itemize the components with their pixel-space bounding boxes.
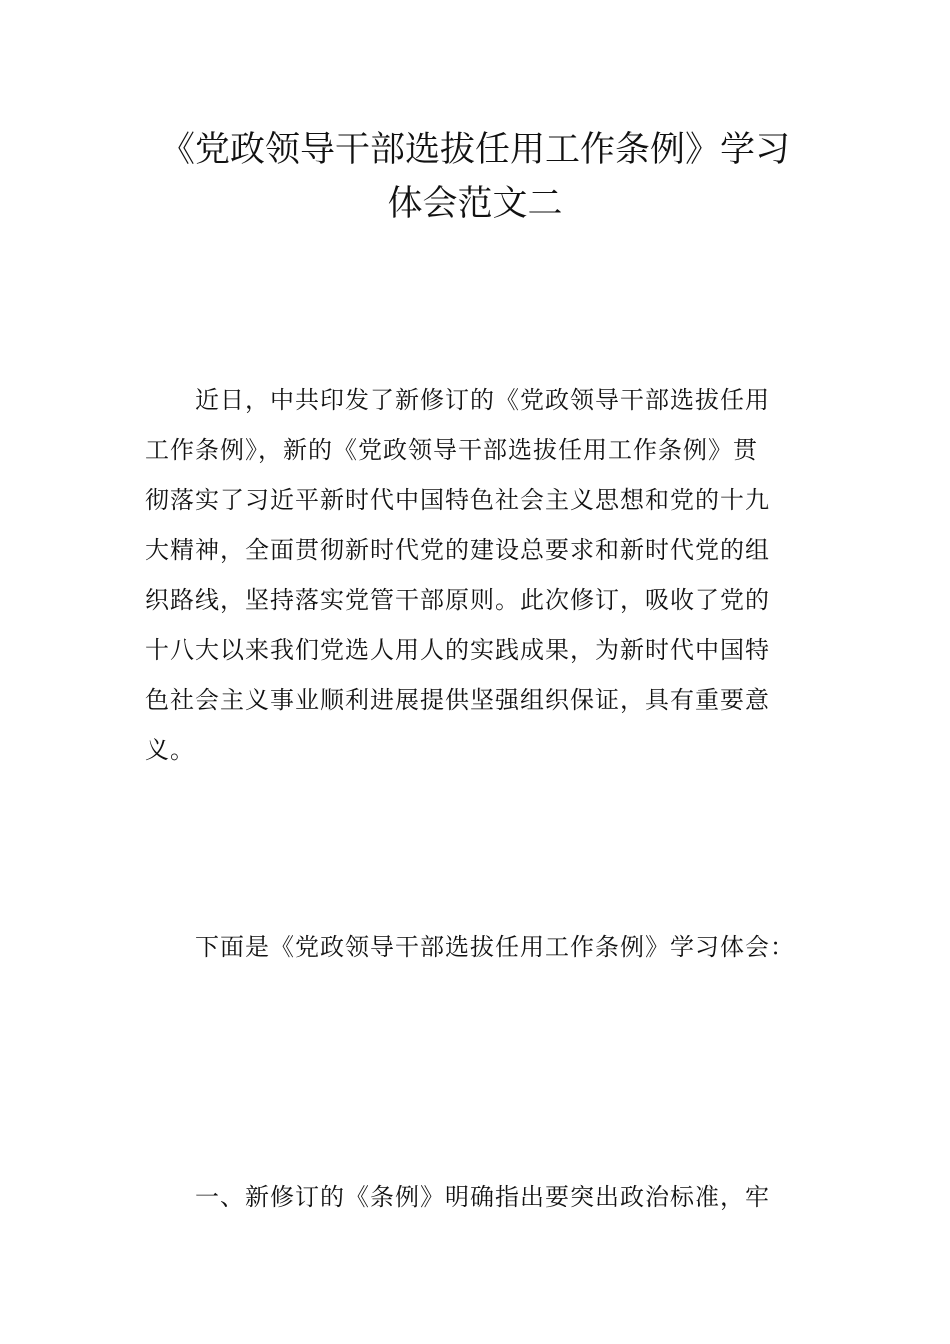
paragraph-line: 工作条例》，新的《党政领导干部选拔任用工作条例》贯 <box>145 436 758 464</box>
paragraph-line: 织路线，坚持落实党管干部原则。此次修订，吸收了党的 <box>145 586 770 614</box>
paragraph-line: 义。 <box>145 736 195 764</box>
intro-paragraph <box>145 375 807 775</box>
paragraph-line: 彻落实了习近平新时代中国特色社会主义思想和党的十九 <box>145 486 770 514</box>
document-title-line-1: 《党政领导干部选拔任用工作条例》学习 <box>159 130 790 170</box>
transition-paragraph: 下面是《党政领导干部选拔任用工作条例》学习体会： <box>195 933 795 961</box>
paragraph-line: 十八大以来我们党选人用人的实践成果，为新时代中国特 <box>145 636 770 664</box>
section-one-paragraph: 一、新修订的《条例》明确指出要突出政治标准，牢 <box>195 1183 770 1211</box>
document-title-line-2: 体会范文二 <box>387 184 563 224</box>
paragraph-line: 大精神，全面贯彻新时代党的建设总要求和新时代党的组 <box>145 536 770 564</box>
paragraph-line: 色社会主义事业顺利进展提供坚强组织保证，具有重要意 <box>145 686 770 714</box>
paragraph-line: 近日，中共印发了新修订的《党政领导干部选拔任用 <box>145 386 770 414</box>
